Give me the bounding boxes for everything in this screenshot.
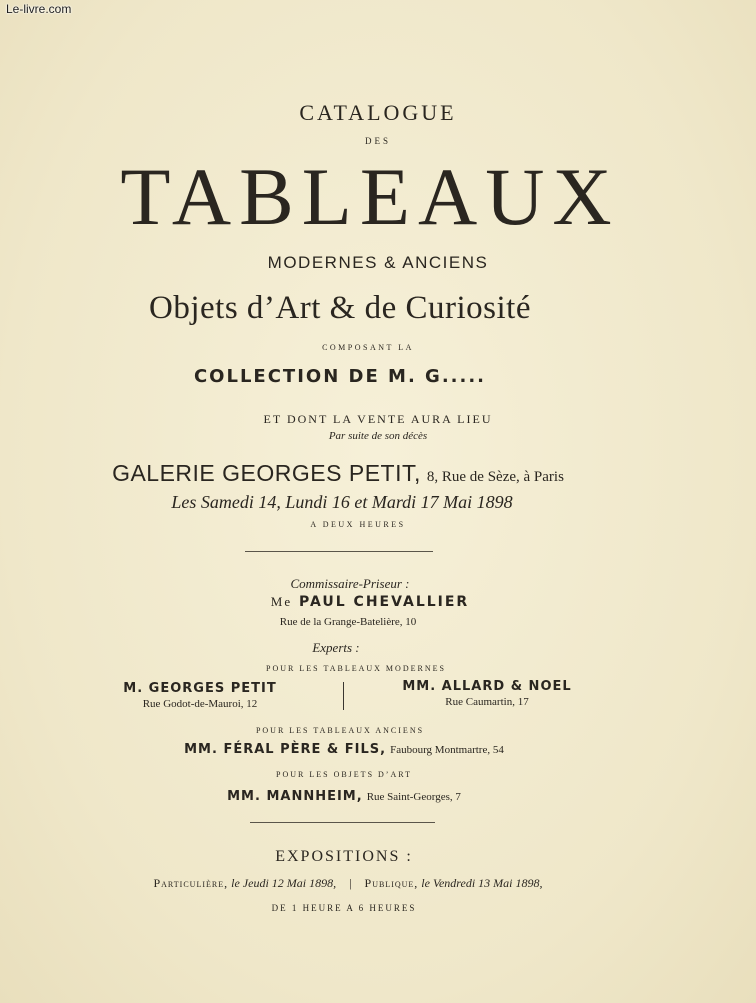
commissaire-label: Commissaire-Priseur : xyxy=(290,576,410,591)
particuliere-label: Particulière, xyxy=(153,876,229,890)
venue-line xyxy=(0,460,716,487)
anciens-experts-label: POUR LES TABLEAUX ANCIENS xyxy=(255,726,425,735)
expert-right-name: MM. ALLARD & NOEL xyxy=(402,679,572,694)
expositions-dates xyxy=(0,876,726,891)
publique-date: le Vendredi 13 Mai 1898, xyxy=(421,876,543,890)
expert-left xyxy=(80,681,320,710)
objets-expert-line xyxy=(0,787,722,805)
des-label: DES xyxy=(364,136,391,146)
sale-notice: ET DONT LA VENTE AURA LIEU xyxy=(263,412,493,426)
experts-label: Experts : xyxy=(312,640,360,655)
anciens-expert-name: MM. FÉRAL PÈRE & FILS, xyxy=(184,742,387,757)
composant-label: COMPOSANT LA xyxy=(322,343,414,352)
commissaire-prefix: Me xyxy=(270,594,293,609)
commissaire-name-line xyxy=(0,594,748,610)
sale-dates: Les Samedi 14, Lundi 16 et Mardi 17 Mai 1898 xyxy=(171,492,513,512)
expositions-title: EXPOSITIONS : xyxy=(275,848,413,865)
anciens-expert-address: Faubourg Montmartre, 54 xyxy=(390,744,504,756)
expert-right xyxy=(352,679,622,708)
anciens-expert-line xyxy=(0,740,722,758)
commissaire-name: PAUL CHEVALLIER xyxy=(299,594,470,610)
expert-column-divider xyxy=(343,682,344,710)
catalogue-heading: CATALOGUE xyxy=(299,100,457,125)
expert-left-name: M. GEORGES PETIT xyxy=(123,681,277,696)
expositions-separator: | xyxy=(349,876,352,890)
divider-bottom xyxy=(250,822,435,823)
venue-address: 8, Rue de Sèze, à Paris xyxy=(426,469,564,485)
modernes-subtitle: MODERNES & ANCIENS xyxy=(267,253,489,272)
expert-left-address: Rue Godot-de-Mauroi, 12 xyxy=(142,698,258,710)
particuliere-date: le Jeudi 12 Mai 1898, xyxy=(231,876,337,890)
tableaux-title: TABLEAUX xyxy=(120,151,620,242)
divider-top xyxy=(245,551,433,552)
publique-label: Publique, xyxy=(364,876,419,890)
watermark: Le-livre.com xyxy=(6,2,72,16)
objets-subtitle: Objets d’Art & de Curiosité xyxy=(149,290,531,326)
objets-experts-label: POUR LES OBJETS D’ART xyxy=(276,770,412,779)
venue-name: GALERIE GEORGES PETIT, xyxy=(112,460,421,486)
objets-expert-address: Rue Saint-Georges, 7 xyxy=(366,791,461,803)
collection-title: COLLECTION DE M. G..... xyxy=(193,366,487,387)
modernes-experts-label: POUR LES TABLEAUX MODERNES xyxy=(266,664,446,673)
commissaire-address: Rue de la Grange-Batelière, 10 xyxy=(279,616,417,628)
expositions-hours: DE 1 HEURE A 6 HEURES xyxy=(271,903,417,913)
objets-expert-name: MM. MANNHEIM, xyxy=(227,789,363,804)
sale-hour: A DEUX HEURES xyxy=(310,520,406,529)
sale-reason: Par suite de son décès xyxy=(328,430,428,442)
expert-right-address: Rue Caumartin, 17 xyxy=(445,696,529,708)
